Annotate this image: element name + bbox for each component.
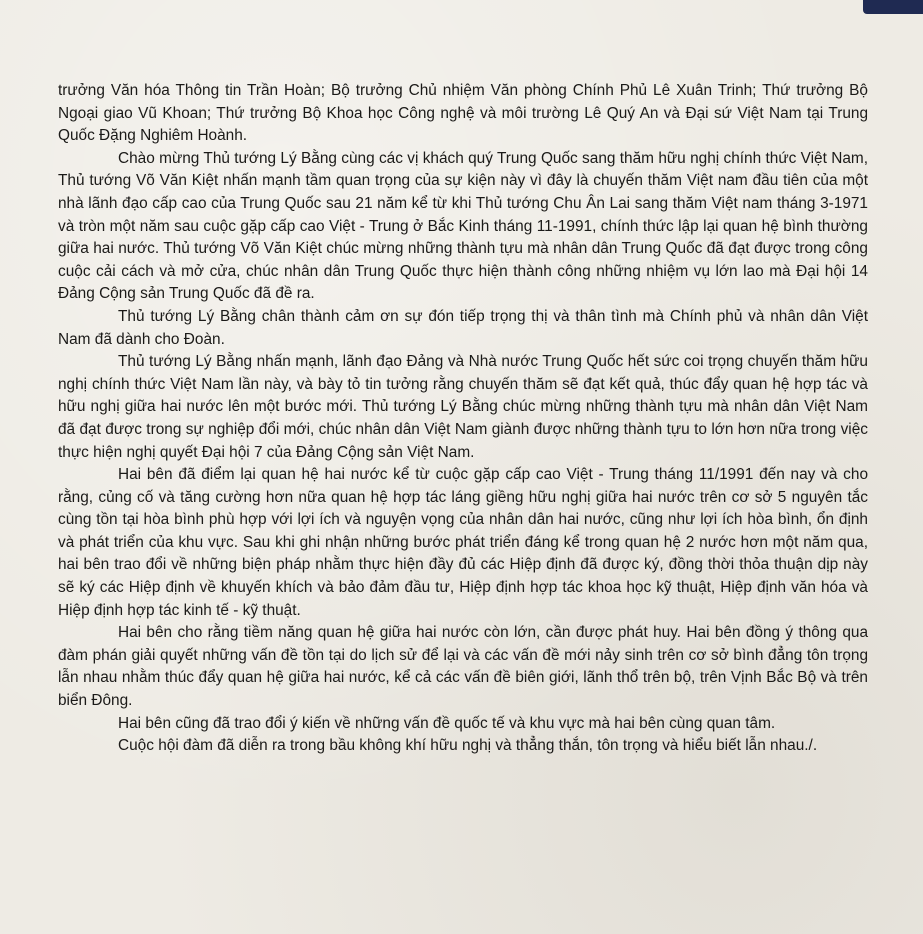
paragraph-1: trưởng Văn hóa Thông tin Trần Hoàn; Bộ trưởng Chủ nhiệm Văn phòng Chính Phủ Lê Xuân Trinh; Thứ trưởng Bộ Ngoại giao Vũ Khoan; Thứ trưởng Bộ Khoa học Công nghệ và môi trường Lê Quý An và Đại sứ Việt Nam tại Trung Quốc Đặng Nghiêm Hoành. [58,82,868,145]
document-page [58,80,868,758]
paragraph-3: Thủ tướng Lý Bằng chân thành cảm ơn sự đón tiếp trọng thị và thân tình mà Chính phủ và nhân dân Việt Nam đã dành cho Đoàn. [58,307,868,348]
paragraph-8: Cuộc hội đàm đã diễn ra trong bầu không khí hữu nghị và thẳng thắn, tôn trọng và hiểu biết lẫn nhau./. [118,737,818,755]
paragraph-4: Thủ tướng Lý Bằng nhấn mạnh, lãnh đạo Đảng và Nhà nước Trung Quốc hết sức coi trọng chuyến thăm hữu nghị chính thức Việt Nam lần này, và bày tỏ tin tưởng rằng chuyến thăm sẽ đạt kết quả, thúc đẩy quan hệ hợp tác và hữu nghị giữa hai nước lên một bước mới. Thủ tướng Lý Bằng chúc mừng những thành tựu mà nhân dân Việt Nam đã đạt được trong sự nghiệp đổi mới, chúc nhân dân Việt Nam giành được những thành tựu to lớn hơn nữa trong việc thực hiện nghị quyết Đại hội 7 của Đảng Cộng sản Việt Nam. [58,353,868,461]
paragraph-2: Chào mừng Thủ tướng Lý Bằng cùng các vị khách quý Trung Quốc sang thăm hữu nghị chính thức Việt Nam, Thủ tướng Võ Văn Kiệt nhấn mạnh tầm quan trọng của sự kiện này vì đây là chuyến thăm Việt nam đầu tiên của một nhà lãnh đạo cấp cao của Trung Quốc sau 21 năm kể từ khi Thủ tướng Chu Ân Lai sang thăm Việt nam tháng 3-1971 và tròn một năm sau cuộc gặp cấp cao Việt - Trung ở Bắc Kinh tháng 11-1991, chính thức lập lại quan hệ bình thường giữa hai nước. Thủ tướng Võ Văn Kiệt chúc mừng những thành tựu mà nhân dân Trung Quốc đã đạt được trong công cuộc cải cách và mở cửa, chúc nhân dân Trung Quốc thực hiện thành công những nhiệm vụ lớn lao mà Đại hội 14 Đảng Cộng sản Trung Quốc đã đề ra. [58,149,868,303]
binder-tab [863,0,923,14]
paragraph-7: Hai bên cũng đã trao đổi ý kiến về những vấn đề quốc tế và khu vực mà hai bên cùng quan tâm. [118,714,776,732]
paragraph-5: Hai bên đã điểm lại quan hệ hai nước kể từ cuộc gặp cấp cao Việt - Trung tháng 11/1991 đến nay và cho rằng, củng cố và tăng cường hơn nữa quan hệ hợp tác láng giềng hữu nghị giữa hai nước trên cơ sở 5 nguyên tắc cùng tồn tại hòa bình phù hợp với lợi ích và nguyện vọng của nhân dân hai nước, cũng như lợi ích hòa bình, ổn định và phát triển của khu vực. Sau khi ghi nhận những bước phát triển đáng kể trong quan hệ 2 nước hơn một năm qua, hai bên trao đổi về những biện pháp nhằm thực hiện đầy đủ các Hiệp định đã được ký, đồng thời thỏa thuận dịp này sẽ ký các Hiệp định về khuyến khích và bảo đảm đầu tư, Hiệp định hợp tác khoa học kỹ thuật, Hiệp định văn hóa và Hiệp định hợp tác kinh tế - kỹ thuật. [58,466,868,619]
paragraph-6: Hai bên cho rằng tiềm năng quan hệ giữa hai nước còn lớn, cần được phát huy. Hai bên đồng ý thông qua đàm phán giải quyết những vấn đề tồn tại do lịch sử để lại và các vấn đề mới nảy sinh trên cơ sở bình đẳng tôn trọng lẫn nhau nhằm thúc đẩy quan hệ giữa hai nước, kể cả các vấn đề biên giới, lãnh thổ trên bộ, trên Vịnh Bắc Bộ và trên biển Đông. [58,624,868,710]
